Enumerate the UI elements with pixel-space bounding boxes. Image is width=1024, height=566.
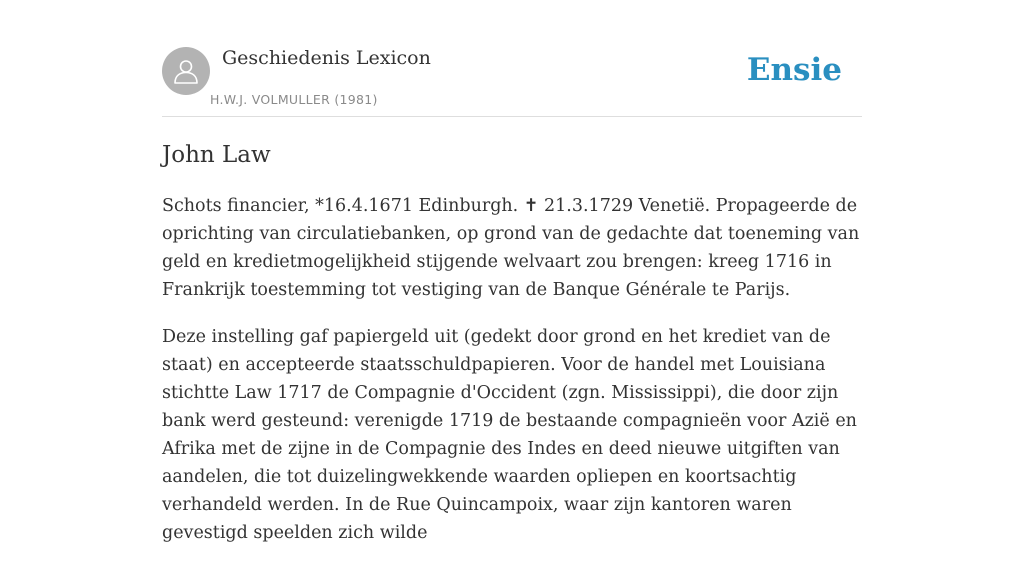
article-body xyxy=(162,192,862,566)
article-paragraph: Schots financier, *16.4.1671 Edinburgh. ✝ 21.3.1729 Venetië. Propageerde de oprichting van circulatiebanken, op grond van de gedachte dat toeneming van geld en kredietmogelijkheid stijgende welvaart zou brengen: kreeg 1716 in Frankrijk toestemming tot vestiging van de Banque Générale te Parijs. xyxy=(162,196,860,300)
book-header xyxy=(162,46,862,117)
author-credit[interactable]: H.W.J. VOLMULLER (1981) xyxy=(210,92,378,107)
avatar[interactable] xyxy=(162,47,210,95)
article-paragraph: Deze instelling gaf papiergeld uit (gedekt door grond en het krediet van de staat) en accepteerde staatsschuldpapieren. Voor de handel met Louisiana stichtte Law 1717 de Compagnie d'Occident (zgn. Mississippi), die door zijn bank werd gesteund: verenigde 1719 de bestaande compagnieën voor Azië en Afrika met de zijne in de Compagnie des Indes en deed nieuwe uitgiften van aandelen, die tot duizelingwekkende waarden opliepen en koortsachtig verhandeld werden. In de Rue Quincampoix, waar zijn kantoren waren gevestigd speelden zich wilde xyxy=(162,327,857,543)
user-icon xyxy=(171,56,201,86)
article-title: John Law xyxy=(162,142,271,168)
brand-logo[interactable]: Ensie xyxy=(746,52,842,88)
book-title[interactable]: Geschiedenis Lexicon xyxy=(222,47,431,69)
